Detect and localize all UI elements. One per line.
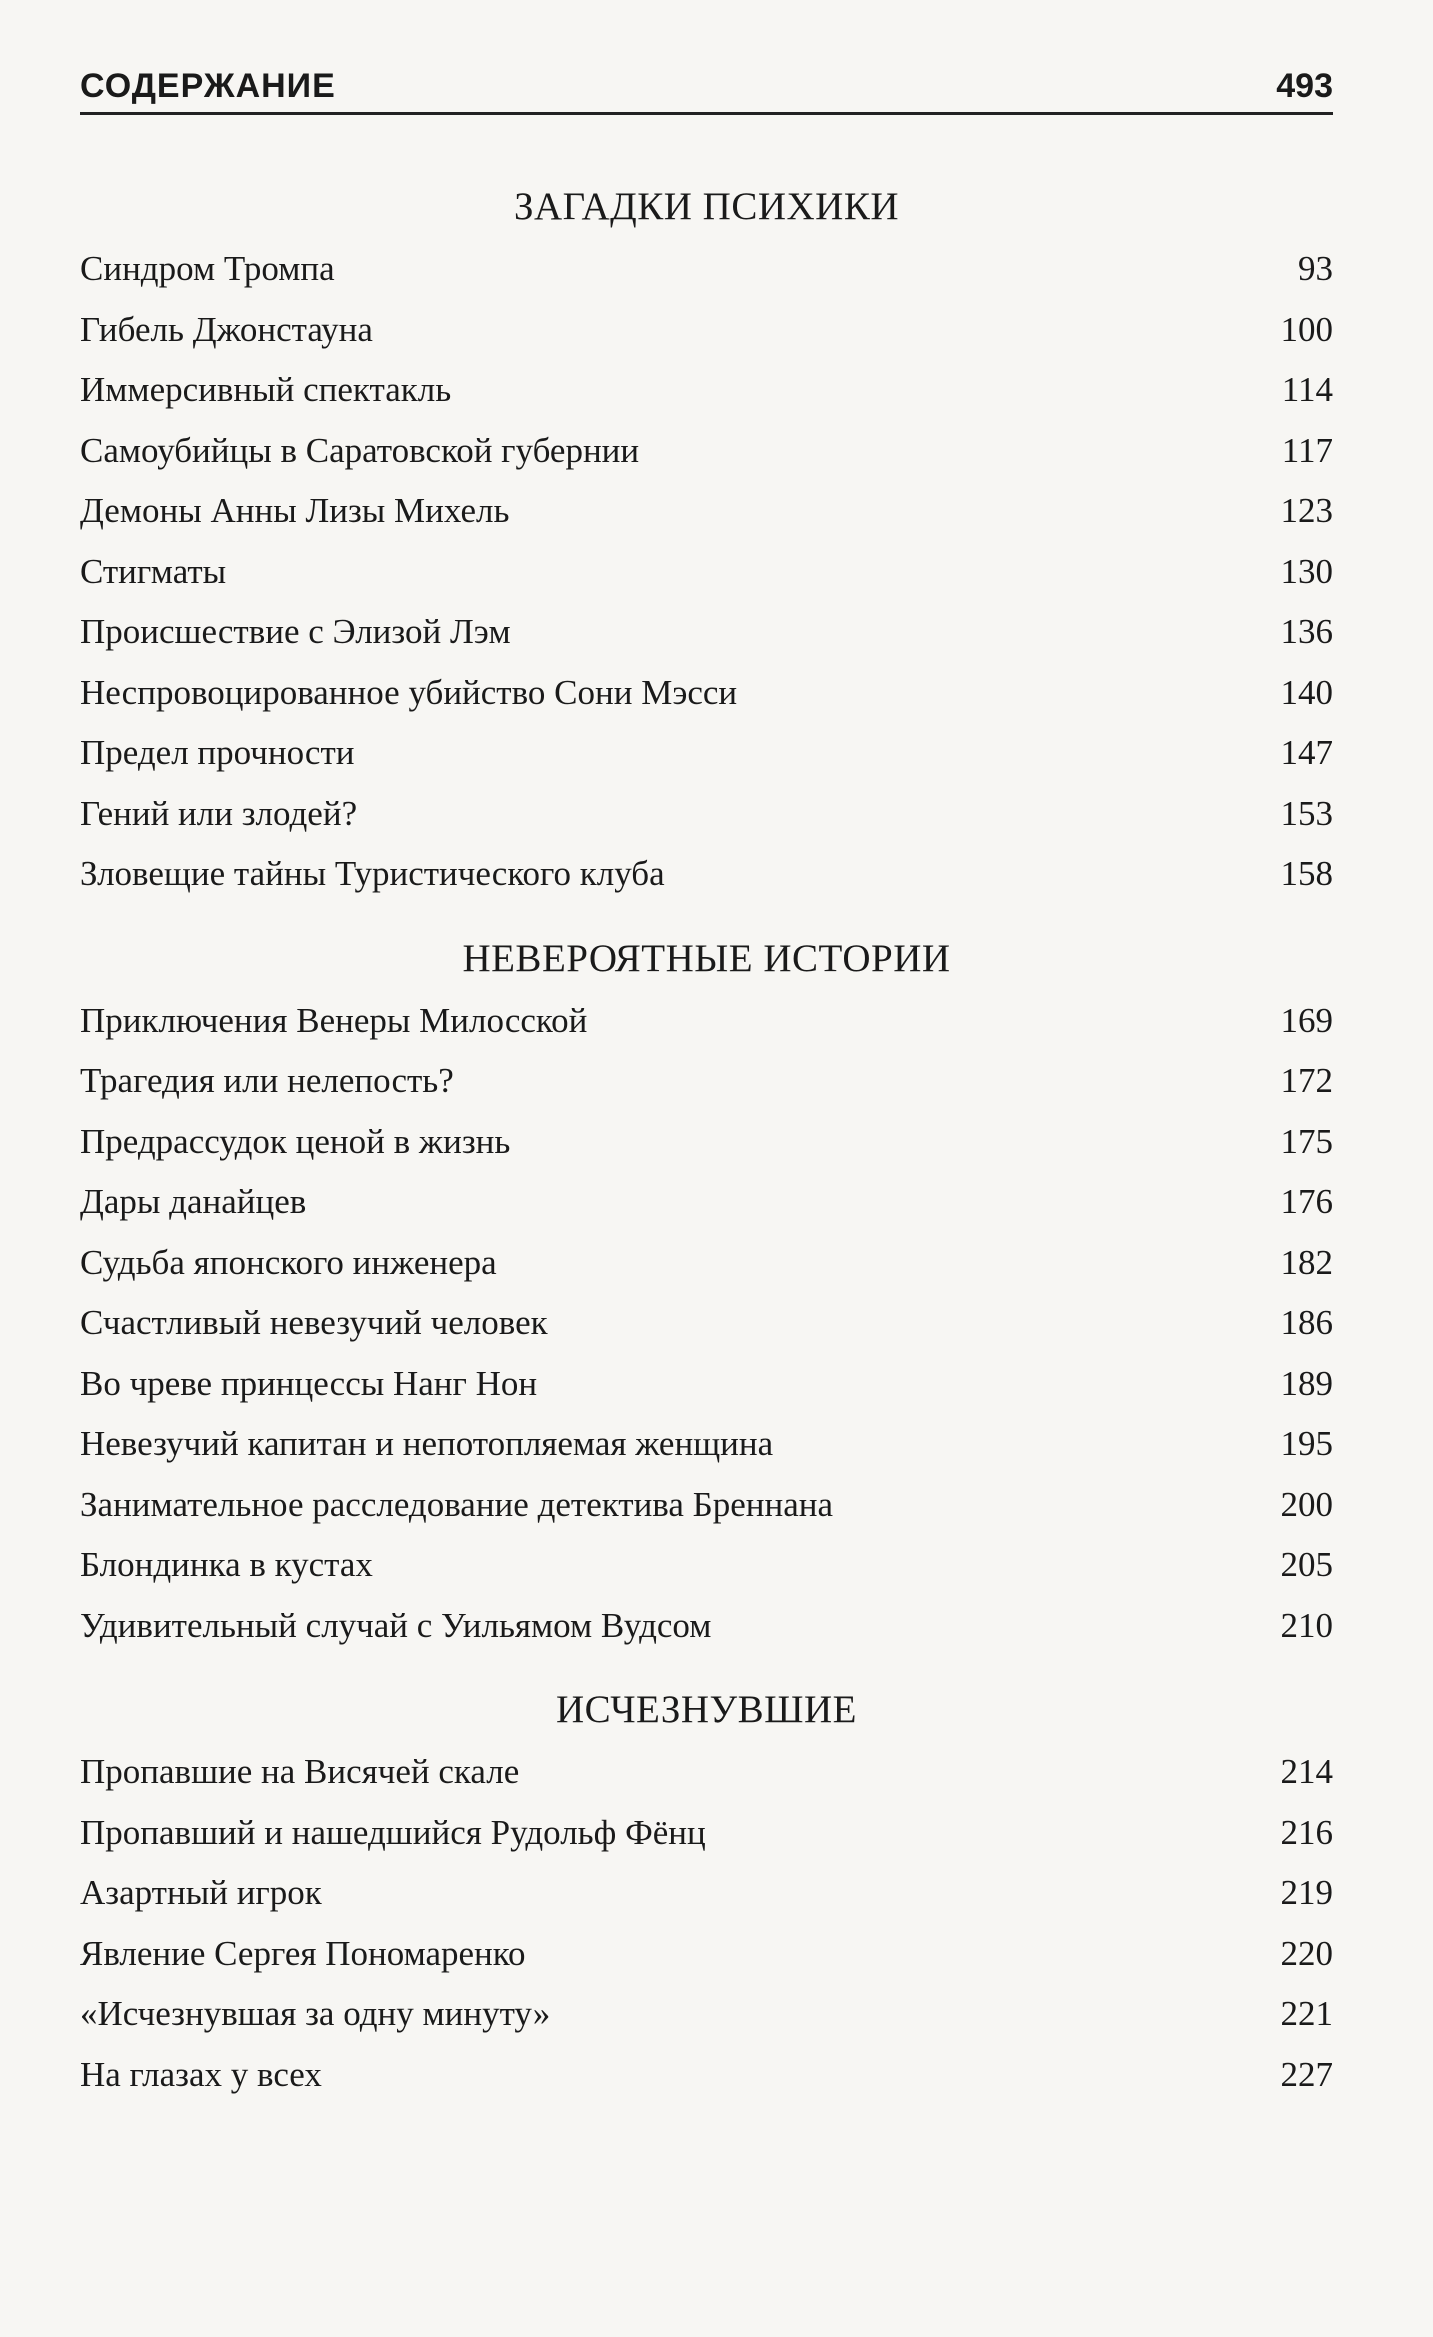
dot-leader [521,1782,1278,1783]
entry-title: Судьба японского инженера [80,1242,497,1282]
entry-page: 117 [1281,430,1333,470]
entry-title: Счастливый невезучий человек [80,1303,548,1342]
header-title: СОДЕРЖАНИЕ [80,67,336,105]
entry-title: Невезучий капитан и непотопляемая женщина [80,1424,774,1463]
toc-section-ischeznuvshie [80,1678,1333,2105]
dot-leader [739,703,1278,704]
entry-page: 176 [1280,1182,1333,1221]
entry-title: Азартный игрок [80,1873,322,1912]
entry-title: «Исчезнувшая за одну минуту» [80,1994,551,2033]
dot-leader [552,2024,1278,2025]
dot-leader [835,1515,1278,1516]
entry-page: 200 [1280,1484,1333,1524]
entry-title: Демоны Анны Лизы Михель [80,491,510,530]
entry-title: Дары данайцев [80,1182,307,1221]
entry-page: 158 [1280,854,1333,893]
toc-entry [80,1742,1333,1803]
entry-page: 136 [1280,612,1333,651]
toc-entry [80,421,1333,482]
toc-entry [80,542,1333,603]
toc-entry [80,300,1333,361]
toc-entry [80,844,1333,905]
dot-leader [512,1152,1278,1153]
entry-page: 210 [1280,1605,1333,1645]
toc-entry [80,1112,1333,1173]
dot-leader [550,1333,1279,1334]
dot-leader [641,461,1280,462]
toc-entry [80,1172,1333,1233]
entry-page: 221 [1280,1994,1333,2033]
header-page-number: 493 [1276,67,1333,105]
toc-section-zagadki-psikhiki [80,175,1333,905]
dot-leader [512,521,1279,522]
toc-entry [80,723,1333,784]
entry-page: 219 [1280,1873,1333,1912]
dot-leader [337,279,1296,280]
dot-leader [589,1031,1278,1032]
toc-entry [80,663,1333,724]
entry-page: 93 [1298,249,1333,288]
entry-page: 140 [1280,672,1333,712]
toc-entry [80,1414,1333,1475]
toc-entry [80,2045,1333,2106]
entry-page: 100 [1280,309,1333,349]
dot-leader [375,1575,1279,1576]
toc-entry [80,1293,1333,1354]
entry-page: 220 [1280,1933,1333,1973]
dot-leader [324,1903,1279,1904]
section-title: НЕВЕРОЯТНЫЕ ИСТОРИИ [462,936,951,980]
toc-entry [80,1863,1333,1924]
toc-entry [80,602,1333,663]
section-title: ЗАГАДКИ ПСИХИКИ [513,185,900,228]
entry-page: 153 [1280,793,1333,833]
dot-leader [499,1273,1279,1274]
toc-entry [80,1051,1333,1112]
toc-entry [80,784,1333,845]
dot-leader [713,1636,1278,1637]
entry-title: Зловещие тайны Туристического клуба [80,854,665,893]
entry-page: 205 [1280,1545,1333,1584]
entry-title: Гибель Джонстауна [80,309,373,349]
entry-page: 175 [1280,1121,1333,1161]
entry-title: Синдром Тромпа [80,249,335,288]
entry-title: Предрассудок ценой в жизнь [80,1121,511,1161]
toc-entry [80,239,1333,300]
dot-leader [375,340,1279,341]
entry-page: 172 [1280,1061,1333,1100]
entry-title: Иммерсивный спектакль [80,370,452,409]
entry-title: Самоубийцы в Саратовской губернии [80,430,640,470]
toc-entry [80,1596,1333,1657]
entry-title: Гений или злодей? [80,793,358,833]
dot-leader [667,884,1279,885]
dot-leader [708,1843,1279,1844]
entry-page: 123 [1280,491,1333,530]
entry-title: Трагедия или нелепость? [80,1061,454,1100]
toc-entry [80,991,1333,1052]
dot-leader [308,1212,1278,1213]
entry-title: Явление Сергея Пономаренко [80,1933,526,1973]
toc-entry [80,1924,1333,1985]
entry-title: Стигматы [80,551,227,591]
toc-entry [80,1535,1333,1596]
entry-page: 214 [1280,1752,1333,1791]
entry-page: 147 [1280,733,1333,772]
entry-page: 216 [1280,1812,1333,1852]
dot-leader [775,1454,1278,1455]
entry-page: 114 [1281,370,1333,409]
entry-title: Блондинка в кустах [80,1545,373,1584]
section-title: ИСЧЕЗНУВШИЕ [555,1688,857,1731]
entry-page: 189 [1280,1363,1333,1403]
toc-entry [80,1984,1333,2045]
toc-entry [80,1233,1333,1294]
entry-page: 227 [1280,2054,1333,2094]
entry-page: 182 [1280,1242,1333,1282]
entry-page: 130 [1280,551,1333,591]
dot-leader [357,763,1279,764]
toc-entry [80,1354,1333,1415]
toc-section-neveroyatnye-istorii [80,927,1333,1657]
entry-title: Приключения Венеры Милосской [80,1000,588,1040]
entry-title: Удивительный случай с Уильямом Вудсом [80,1605,712,1645]
toc-entry [80,481,1333,542]
dot-leader [228,582,1278,583]
entry-title: Предел прочности [80,733,355,772]
dot-leader [453,400,1280,401]
entry-title: Во чреве принцессы Нанг Нон [80,1363,538,1403]
toc-entry [80,1475,1333,1536]
entry-title: Происшествие с Элизой Лэм [80,612,511,651]
entry-title: Пропавшие на Висячей скале [80,1752,520,1791]
entry-page: 195 [1280,1424,1333,1463]
entry-title: На глазах у всех [80,2054,322,2094]
dot-leader [456,1091,1279,1092]
entry-title: Занимательное расследование детектива Бреннана [80,1484,834,1524]
toc-page [80,50,1333,2105]
dot-leader [359,824,1278,825]
entry-page: 186 [1280,1303,1333,1342]
running-header [80,50,1333,115]
dot-leader [528,1964,1279,1965]
dot-leader [324,2085,1279,2086]
entry-title: Неспровоцированное убийство Сони Мэсси [80,672,738,712]
entry-page: 169 [1280,1000,1333,1040]
dot-leader [539,1394,1278,1395]
toc-entry [80,360,1333,421]
entry-title: Пропавший и нашедшийся Рудольф Фёнц [80,1812,706,1852]
toc-entry [80,1803,1333,1864]
dot-leader [513,642,1279,643]
